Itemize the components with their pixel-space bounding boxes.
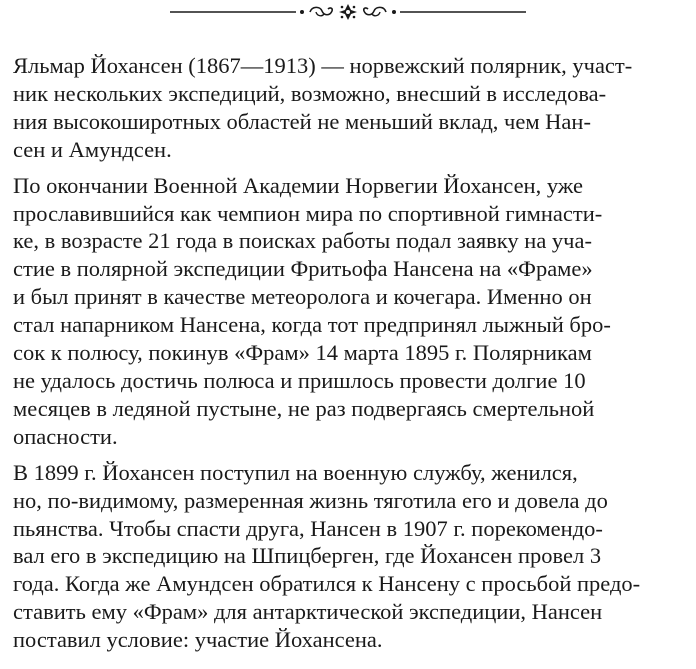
text-line: вал его в экспедицию на Шпицберген, где Йохансен провел 3 <box>13 543 602 569</box>
text-line: Яльмар Йохансен (1867—1913) — норвежский полярник, участ- <box>13 53 633 78</box>
text-line: года. Когда же Амундсен обратился к Нансену с просьбой предо- <box>13 571 641 597</box>
text-line: В 1899 г. Йохансен поступил на военную службу, женился, <box>13 459 578 485</box>
paragraph-1 <box>13 52 693 164</box>
text-line: стие в полярной экспедиции Фритьофа Нансена на «Фраме» <box>13 256 593 282</box>
text-line: поставил условие: участие Йохансена. <box>13 627 383 653</box>
text-line: опасности. <box>13 423 118 449</box>
text-line: месяцев в ледяной пустыне, не раз подвергаясь смертельной <box>13 395 595 421</box>
body-text <box>13 52 693 662</box>
text-line: и был принят в качестве метеоролога и кочегара. Именно он <box>13 284 592 310</box>
decorative-ornament-divider <box>170 2 526 22</box>
text-line: ния высокоширотных областей не меньший вклад, чем Нан- <box>13 108 591 134</box>
text-line: прославившийся как чемпион мира по спортивной гимнасти- <box>13 200 603 226</box>
paragraph-3 <box>13 459 693 654</box>
text-line: стал напарником Нансена, когда тот предпринял лыжный бро- <box>13 312 611 338</box>
text-line: ник нескольких экспедиций, возможно, внесший в исследова- <box>13 80 607 106</box>
text-line: По окончании Военной Академии Норвегии Йохансен, уже <box>13 172 584 198</box>
text-line: но, по-видимому, размеренная жизнь тяготила его и довела до <box>13 487 608 513</box>
text-line: сен и Амундсен. <box>13 136 172 162</box>
text-line: сок к полюсу, покинув «Фрам» 14 марта 1895 г. Полярникам <box>13 340 592 366</box>
text-line: ставить ему «Фрам» для антарктической экспедиции, Нансен <box>13 599 603 625</box>
text-line: пьянства. Чтобы спасти друга, Нансен в 1907 г. порекомендо- <box>13 515 603 541</box>
text-line: ке, в возрасте 21 года в поисках работы подал заявку на уча- <box>13 228 592 254</box>
text-line: не удалось достичь полюса и пришлось провести долгие 10 <box>13 367 586 393</box>
paragraph-2 <box>13 172 693 451</box>
